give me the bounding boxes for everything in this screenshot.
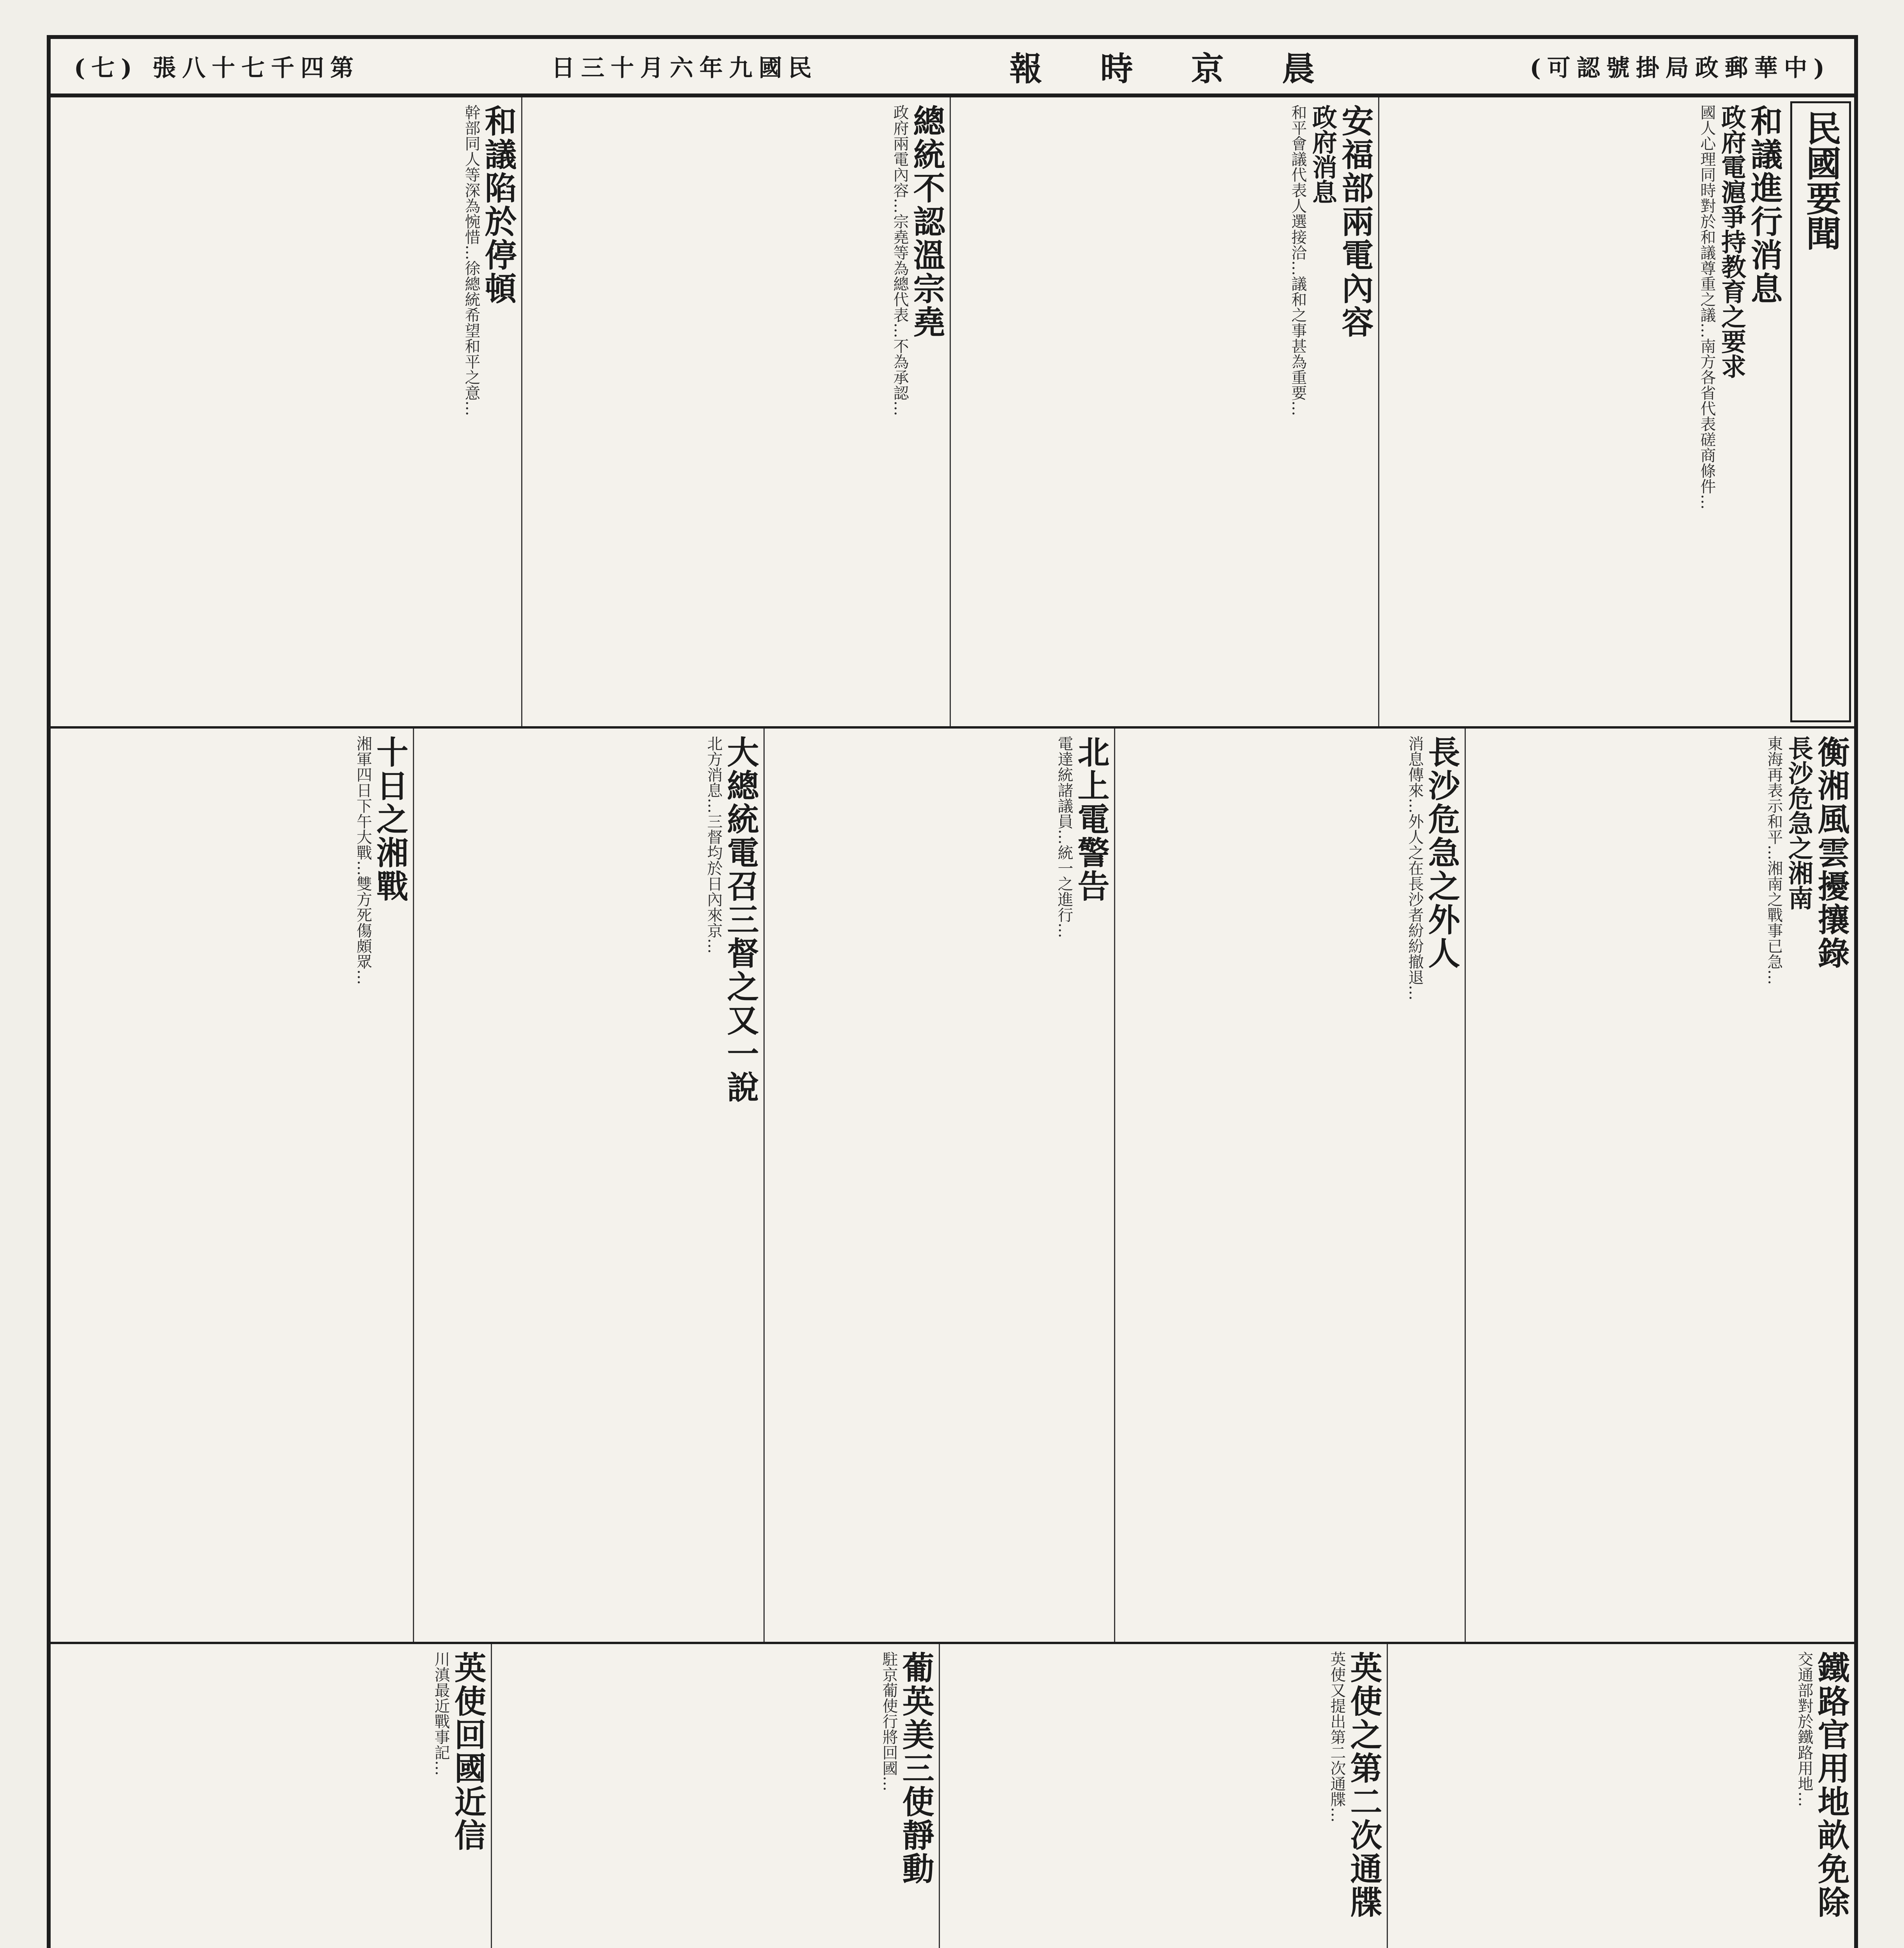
article-headline: 和議陷於停頓 bbox=[480, 104, 517, 305]
row-3 bbox=[51, 1644, 1854, 1948]
paper-title: 報 時 京 晨 bbox=[1009, 49, 1338, 88]
article bbox=[939, 1644, 1387, 1948]
article-subhead: 政府消息 bbox=[1308, 104, 1337, 204]
article-body: 川滇最近戰事記… bbox=[432, 1651, 450, 1776]
article-headline: 長沙危急之外人 bbox=[1423, 736, 1460, 970]
article-body: 東海再表示和平…湘南之戰事已急… bbox=[1765, 736, 1783, 985]
article bbox=[1378, 97, 1787, 726]
article-headline: 和議進行消息 bbox=[1745, 104, 1783, 305]
article-headline: 安福部兩電內容 bbox=[1336, 104, 1374, 339]
article-headline: 葡英美三使靜動 bbox=[897, 1651, 934, 1886]
newspaper-page bbox=[47, 35, 1858, 1948]
article-body: 電達統諸議員…統一之進行… bbox=[1055, 736, 1073, 938]
section-label: 民國要聞 bbox=[1790, 101, 1851, 722]
article-body: 消息傳來…外人之在長沙者紛紛撤退… bbox=[1405, 736, 1424, 1000]
article-subhead: 長沙危急之湘南 bbox=[1784, 736, 1813, 910]
article-subhead: 政府電滬爭持教育之要求 bbox=[1717, 104, 1746, 379]
article-body: 和平會議代表人選接洽…議和之事甚為重要… bbox=[1289, 104, 1307, 416]
article-headline: 英使回國近信 bbox=[449, 1651, 487, 1852]
article-headline: 衡湘風雲擾攘錄 bbox=[1812, 736, 1850, 970]
article bbox=[51, 729, 413, 1642]
article bbox=[93, 97, 521, 726]
article bbox=[1387, 1644, 1854, 1948]
article-body: 國人心理同時對於和議尊重之議…南方各省代表磋商條件… bbox=[1698, 104, 1716, 510]
masthead-right: (可認號掛局政郵華中) bbox=[1530, 55, 1831, 82]
article bbox=[763, 729, 1114, 1642]
article-body: 北方消息…三督均於日內來京… bbox=[704, 736, 723, 954]
article-body: 幹部同人等深為惋惜…徐總統希望和平之意… bbox=[462, 104, 480, 416]
article bbox=[51, 1644, 491, 1948]
article-body: 交通部對於鐵路用地… bbox=[1795, 1651, 1813, 1807]
article bbox=[1465, 729, 1854, 1642]
article bbox=[413, 729, 763, 1642]
article bbox=[491, 1644, 939, 1948]
article-headline: 北上電警告 bbox=[1072, 736, 1110, 903]
article bbox=[521, 97, 950, 726]
article-headline: 英使之第二次通牒 bbox=[1345, 1651, 1382, 1919]
article bbox=[1114, 729, 1465, 1642]
masthead-date: 日三十月六年九國民 bbox=[551, 55, 818, 82]
article-body: 英使又提出第二次通牒… bbox=[1328, 1651, 1346, 1823]
article-body: 駐京葡使行將回國… bbox=[880, 1651, 898, 1791]
masthead-left: (七) 張八十七千四第 bbox=[74, 55, 360, 82]
article-body: 政府兩電內容…宗堯等為總代表…不為承認… bbox=[890, 104, 909, 416]
masthead bbox=[51, 39, 1854, 97]
article-headline: 總統不認溫宗堯 bbox=[908, 104, 945, 339]
article-headline: 十日之湘戰 bbox=[371, 736, 409, 903]
article-headline: 大總統電召三督之又一說 bbox=[722, 736, 759, 1104]
article-body: 湘軍四日下午大戰…雙方死傷頗眾… bbox=[354, 736, 372, 985]
row-2 bbox=[51, 729, 1854, 1644]
article-headline: 鐵路官用地畝免除 bbox=[1812, 1651, 1850, 1919]
article bbox=[950, 97, 1378, 726]
row-1 bbox=[51, 97, 1854, 729]
